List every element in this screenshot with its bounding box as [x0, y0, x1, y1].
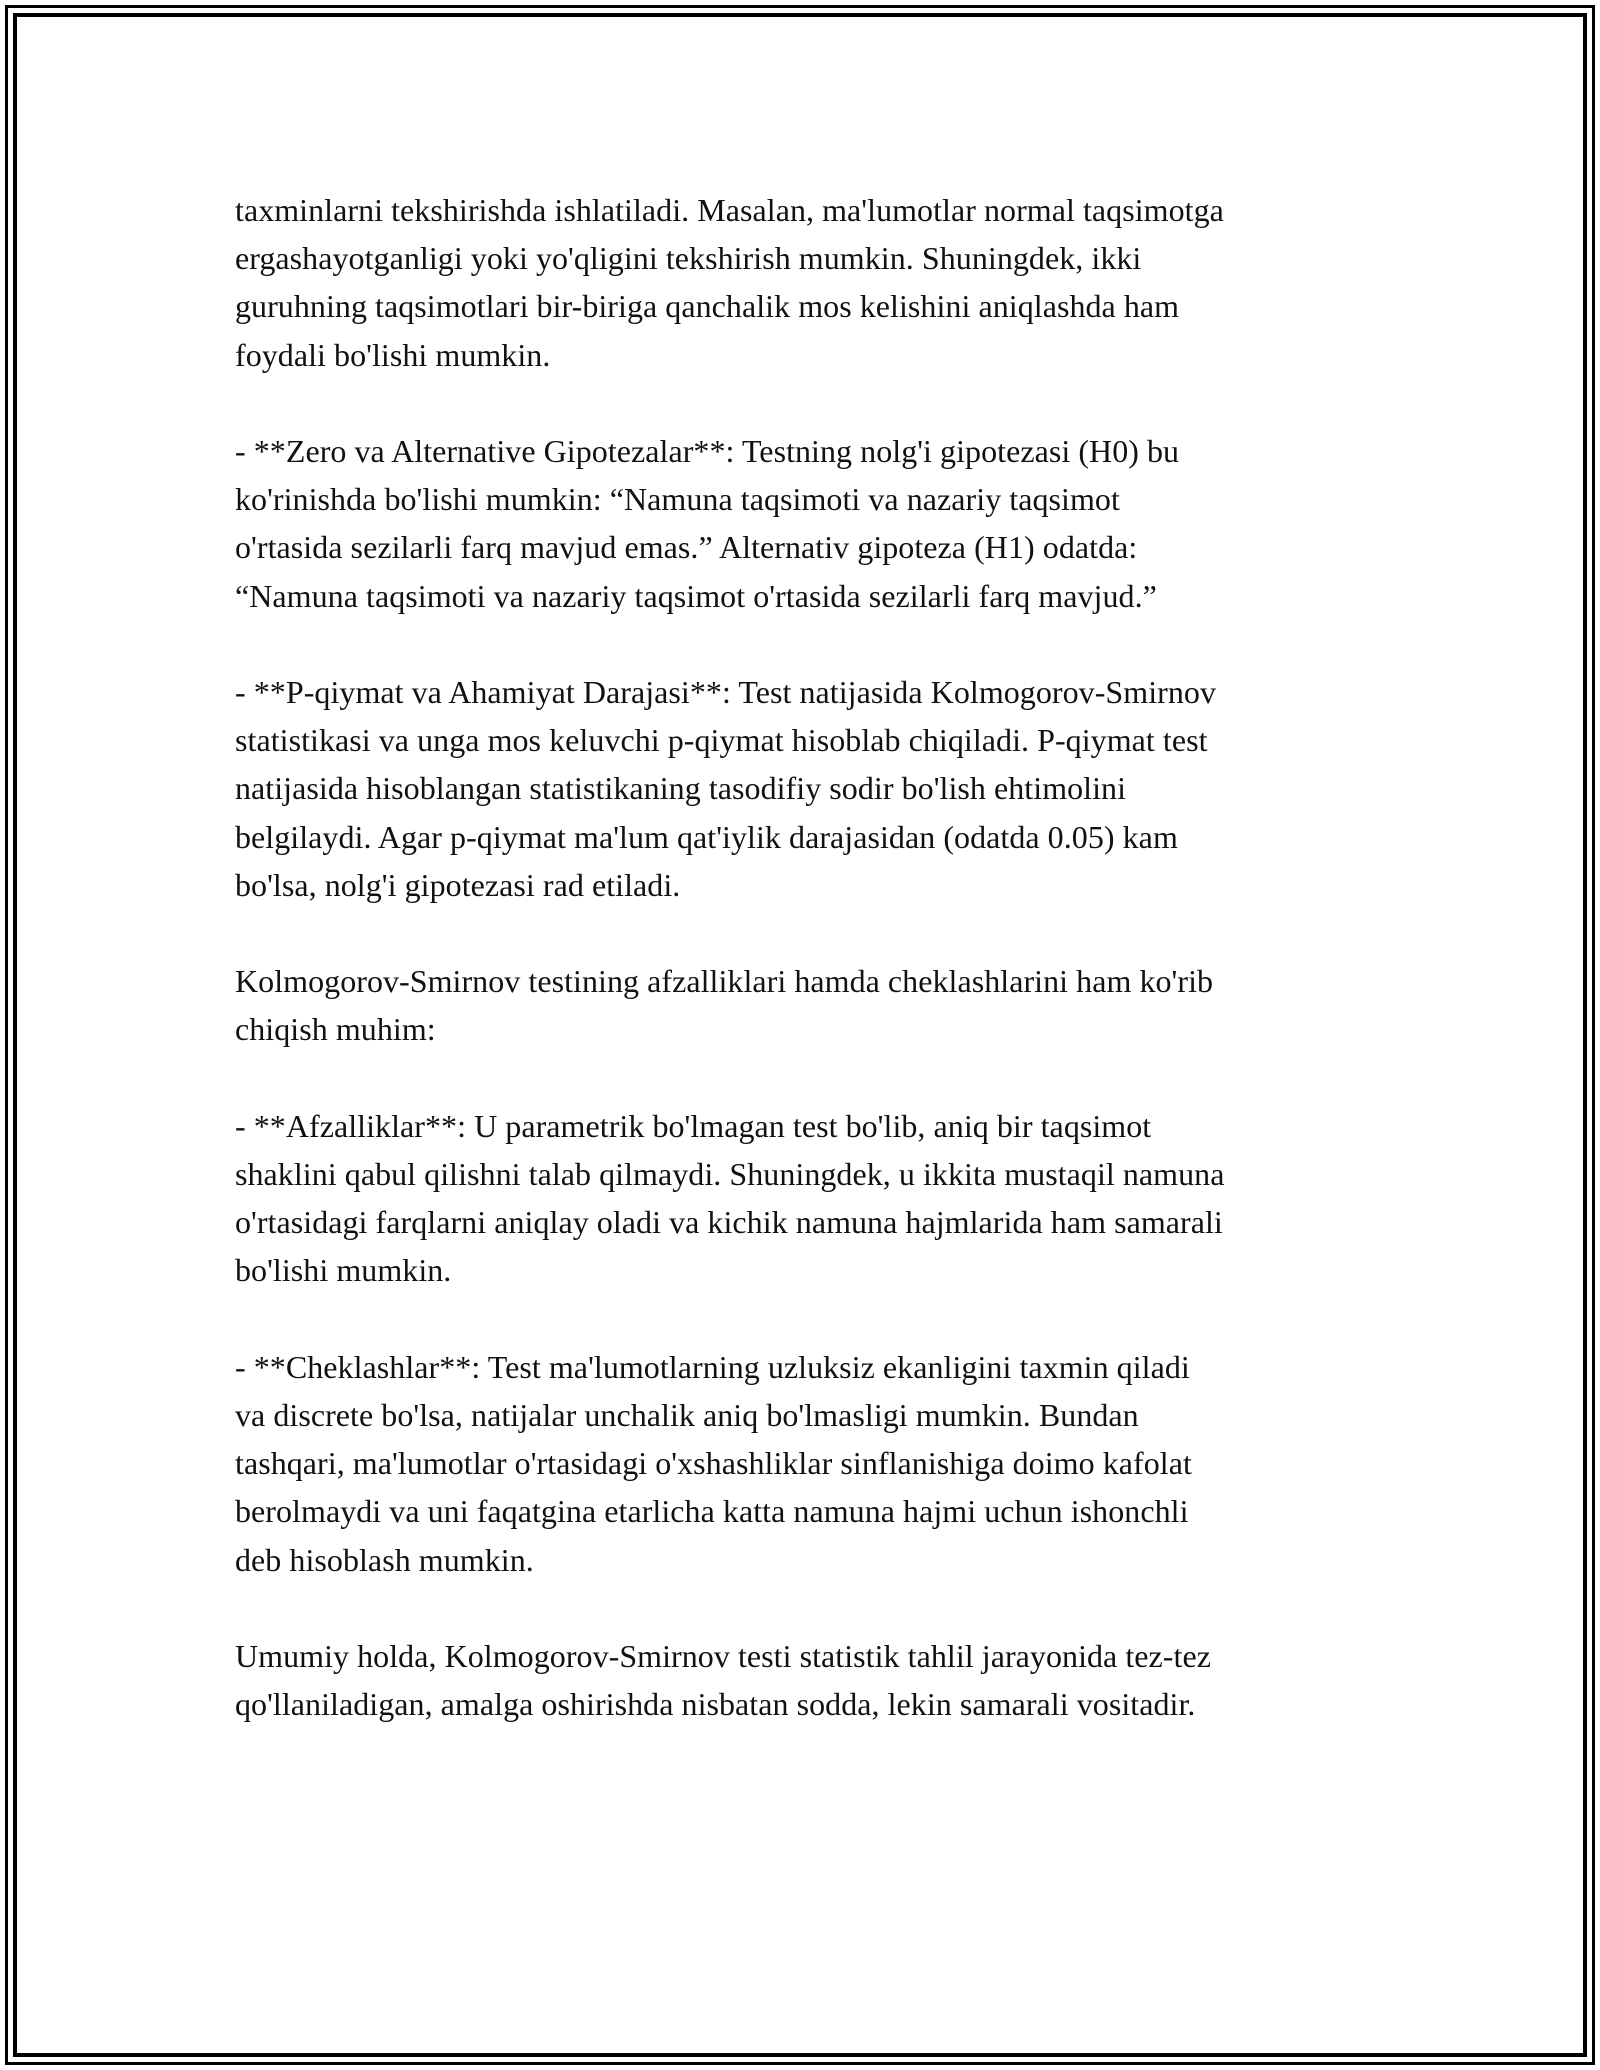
text-line: ko'rinishda bo'lishi mumkin: “Namuna taqsimoti va nazariy taqsimot — [235, 481, 1120, 518]
text-line: Kolmogorov-Smirnov testining afzalliklari hamda cheklashlarini ham ko'rib — [235, 963, 1214, 1000]
text-line: qo'llaniladigan, amalga oshirishda nisbatan sodda, lekin samarali vositadir. — [235, 1686, 1196, 1723]
text-line: berolmaydi va uni faqatgina etarlicha katta namuna hajmi uchun ishonchli — [235, 1493, 1189, 1530]
text-line: taxminlarni tekshirishda ishlatiladi. Masalan, ma'lumotlar normal taqsimotga — [235, 192, 1224, 228]
document-body — [235, 186, 1370, 1777]
text-line: - **Zero va Alternative Gipotezalar**: Testning nolg'i gipotezasi (H0) bu — [235, 433, 1180, 469]
text-line: belgilaydi. Agar p-qiymat ma'lum qat'iylik darajasidan (odatda 0.05) kam — [235, 818, 1178, 855]
text-line: foydali bo'lishi mumkin. — [235, 336, 551, 373]
paragraph-limitations — [235, 1343, 1370, 1584]
paragraph-hypotheses — [235, 427, 1370, 620]
text-line: - **Cheklashlar**: Test ma'lumotlarning uzluksiz ekanligini taxmin qiladi — [235, 1348, 1190, 1385]
text-line: chiqish muhim: — [235, 1011, 436, 1048]
paragraph-intro-continuation — [235, 186, 1370, 379]
text-line: deb hisoblash mumkin. — [235, 1541, 534, 1578]
text-line: statistikasi va unga mos keluvchi p-qiymat hisoblab chiqiladi. P-qiymat test — [235, 722, 1208, 759]
text-line: ergashayotganligi yoki yo'qligini tekshirish mumkin. Shuningdek, ikki — [235, 240, 1142, 277]
text-line: shaklini qabul qilishni talab qilmaydi. Shuningdek, u ikkita mustaqil namuna — [235, 1156, 1225, 1192]
text-line: o'rtasidagi farqlarni aniqlay oladi va kichik namuna hajmlarida ham samarali — [235, 1204, 1223, 1241]
text-line: o'rtasida sezilarli farq mavjud emas.” Alternativ gipoteza (H1) odatda: — [235, 529, 1138, 566]
paragraph-p-value — [235, 668, 1370, 909]
text-line: natijasida hisoblangan statistikaning tasodifiy sodir bo'lish ehtimolini — [235, 770, 1127, 807]
text-line: - **P-qiymat va Ahamiyat Darajasi**: Test natijasida Kolmogorov-Smirnov — [235, 674, 1217, 710]
text-line: bo'lsa, nolg'i gipotezasi rad etiladi. — [235, 866, 681, 903]
text-line: - **Afzalliklar**: U parametrik bo'lmagan test bo'lib, aniq bir taqsimot — [235, 1107, 1152, 1144]
paragraph-pros-cons-intro — [235, 957, 1370, 1053]
text-line: Umumiy holda, Kolmogorov-Smirnov testi statistik tahlil jarayonida tez-tez — [235, 1638, 1211, 1674]
text-line: bo'lishi mumkin. — [235, 1252, 452, 1289]
text-line: “Namuna taqsimoti va nazariy taqsimot o'rtasida sezilarli farq mavjud.” — [235, 577, 1157, 614]
text-line: va discrete bo'lsa, natijalar unchalik aniq bo'lmasligi mumkin. Bundan — [235, 1397, 1139, 1433]
paragraph-advantages — [235, 1102, 1370, 1295]
paragraph-conclusion — [235, 1632, 1370, 1728]
text-line: tashqari, ma'lumotlar o'rtasidagi o'xshashliklar sinflanishiga doimo kafolat — [235, 1445, 1192, 1482]
text-line: guruhning taqsimotlari bir-biriga qanchalik mos kelishini aniqlashda ham — [235, 288, 1180, 325]
